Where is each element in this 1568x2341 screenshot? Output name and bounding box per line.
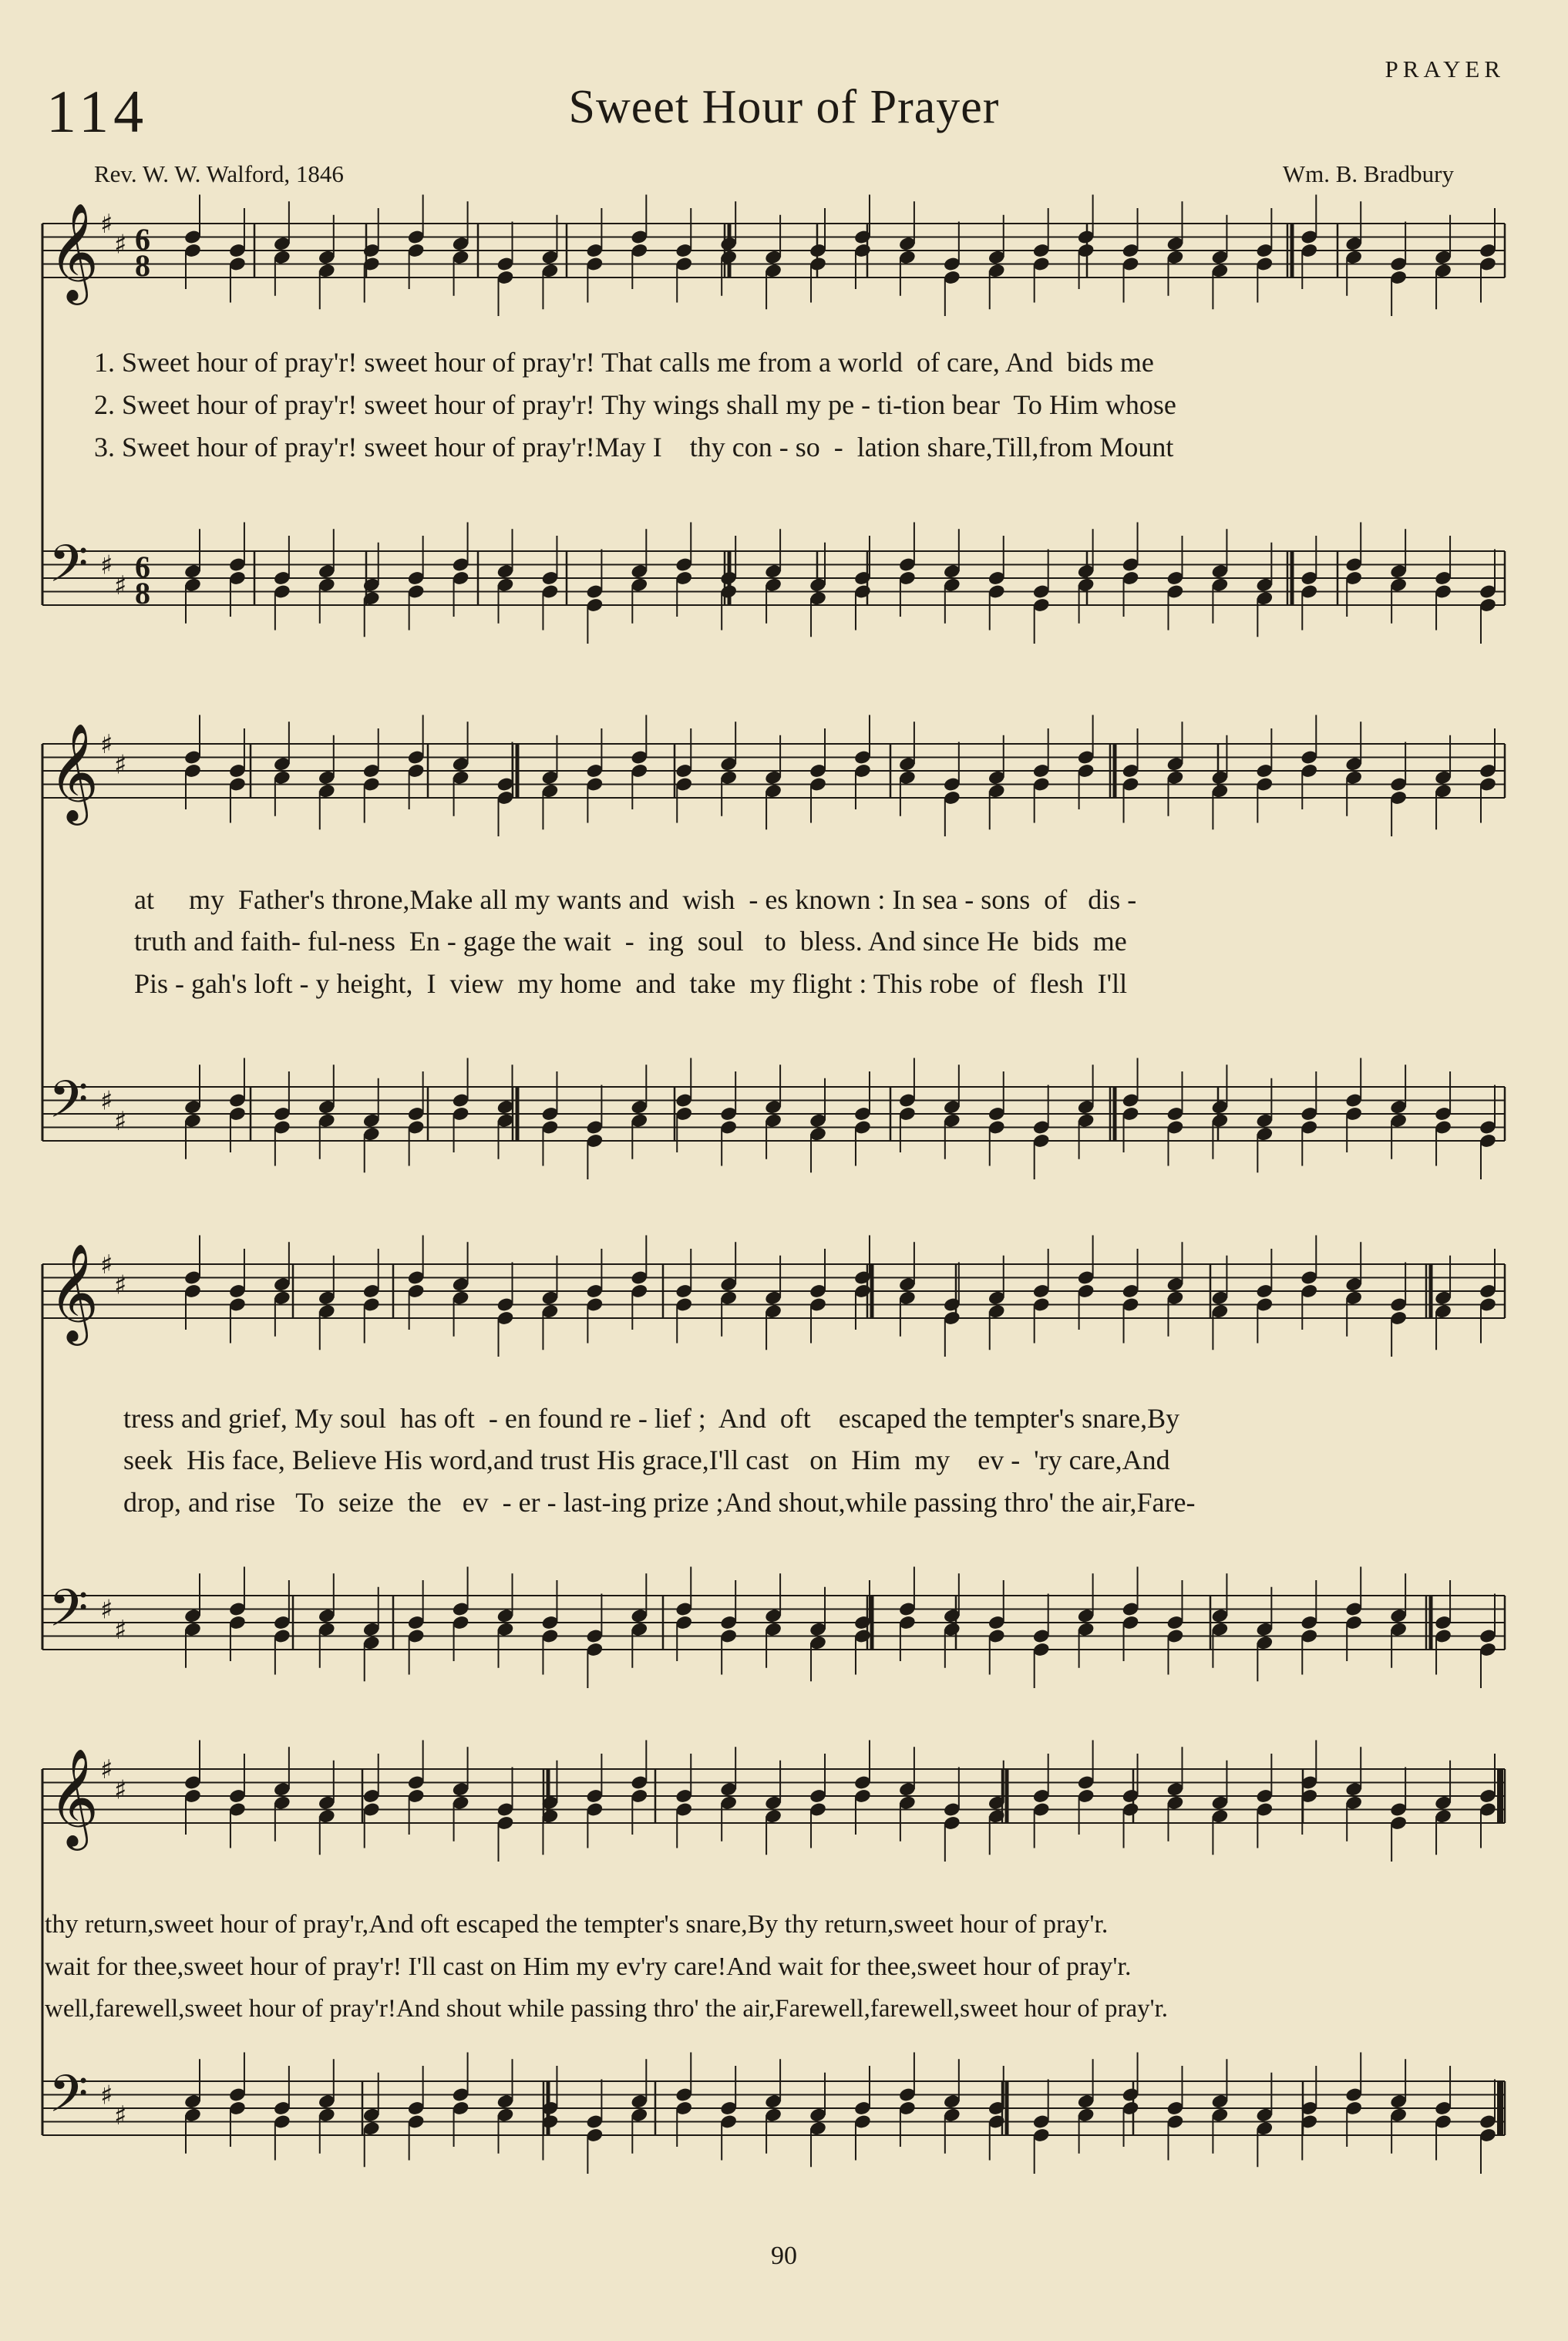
sharp-icon: ♯ bbox=[114, 2100, 127, 2131]
bass-clef-icon: 𝄢 bbox=[49, 1070, 89, 1142]
hymn-number: 114 bbox=[46, 78, 149, 145]
lyric-line: seek His face, Believe His word,and trust His grace,I'll cast on Him my ev - 'ry care,And bbox=[123, 1445, 1170, 1475]
sharp-icon: ♯ bbox=[114, 570, 127, 601]
treble-clef-icon: 𝄞 bbox=[49, 1243, 99, 1341]
lyric-line: 1. Sweet hour of pray'r! sweet hour of pray'r! That calls me from a world of care, And bids me bbox=[94, 347, 1154, 378]
sharp-icon: ♯ bbox=[100, 729, 113, 760]
sharp-icon: ♯ bbox=[100, 1085, 113, 1117]
lyric-line: well,farewell,sweet hour of pray'r!And shout while passing thro' the air,Farewell,farewell,sweet hour of pray'r. bbox=[45, 1995, 1169, 2023]
time-signature-top: 6 bbox=[135, 550, 150, 584]
bass-clef-icon: 𝄢 bbox=[49, 1579, 89, 1650]
lyric-line: Pis - gah's loft - y height, I view my home and take my flight : This robe of flesh I'll bbox=[134, 968, 1128, 999]
time-signature-bottom: 8 bbox=[135, 248, 150, 283]
page-number: 90 bbox=[771, 2242, 797, 2270]
lyric-line: 2. Sweet hour of pray'r! sweet hour of pray'r! Thy wings shall my pe - ti-tion bear To Him whose bbox=[94, 389, 1176, 420]
bass-clef-icon: 𝄢 bbox=[49, 2064, 89, 2136]
sharp-icon: ♯ bbox=[100, 1754, 113, 1785]
sharp-icon: ♯ bbox=[114, 1105, 127, 1137]
sharp-icon: ♯ bbox=[114, 229, 127, 261]
time-signature-top: 6 bbox=[135, 222, 150, 257]
lyric-line: 3. Sweet hour of pray'r! sweet hour of pray'r!May I thy con - so - lation share,Till,from Mount bbox=[94, 432, 1174, 462]
sharp-icon: ♯ bbox=[114, 749, 127, 781]
music-credit: Wm. B. Bradbury bbox=[1282, 160, 1454, 187]
sharp-icon: ♯ bbox=[114, 1614, 127, 1646]
treble-clef-icon: 𝄞 bbox=[49, 1747, 99, 1846]
lyric-line: at my Father's throne,Make all my wants and wish - es known : In sea - sons of dis - bbox=[134, 884, 1137, 915]
sharp-icon: ♯ bbox=[114, 1774, 127, 1806]
hymn-title: Sweet Hour of Prayer bbox=[568, 81, 1000, 133]
bass-clef-icon: 𝄢 bbox=[49, 534, 89, 606]
lyric-line: wait for thee,sweet hour of pray'r! I'll cast on Him my ev'ry care!And wait for thee,sweet hour of pray'r. bbox=[45, 1953, 1132, 1981]
lyric-line: truth and faith- ful-ness En - gage the wait - ing soul to bless. And since He bids me bbox=[134, 926, 1127, 957]
words-credit: Rev. W. W. Walford, 1846 bbox=[94, 160, 344, 187]
section-category: PRAYER bbox=[1385, 55, 1505, 82]
lyric-line: drop, and rise To seize the ev - er - last-ing prize ;And shout,while passing thro' the air,Fare- bbox=[123, 1487, 1196, 1518]
sharp-icon: ♯ bbox=[100, 209, 113, 240]
sharp-icon: ♯ bbox=[100, 1250, 113, 1280]
treble-clef-icon: 𝄞 bbox=[49, 722, 99, 821]
sharp-icon: ♯ bbox=[100, 550, 113, 581]
lyric-line: thy return,sweet hour of pray'r,And oft escaped the tempter's snare,By thy return,sweet hour of pray'r. bbox=[45, 1910, 1109, 1939]
sharp-icon: ♯ bbox=[114, 1270, 127, 1301]
treble-clef-icon: 𝄞 bbox=[49, 202, 99, 301]
lyric-line: tress and grief, My soul has oft - en found re - lief ; And oft escaped the tempter's snare,By bbox=[123, 1403, 1180, 1434]
time-signature-bottom: 8 bbox=[135, 576, 150, 610]
sharp-icon: ♯ bbox=[100, 1594, 113, 1626]
sharp-icon: ♯ bbox=[100, 2080, 113, 2111]
